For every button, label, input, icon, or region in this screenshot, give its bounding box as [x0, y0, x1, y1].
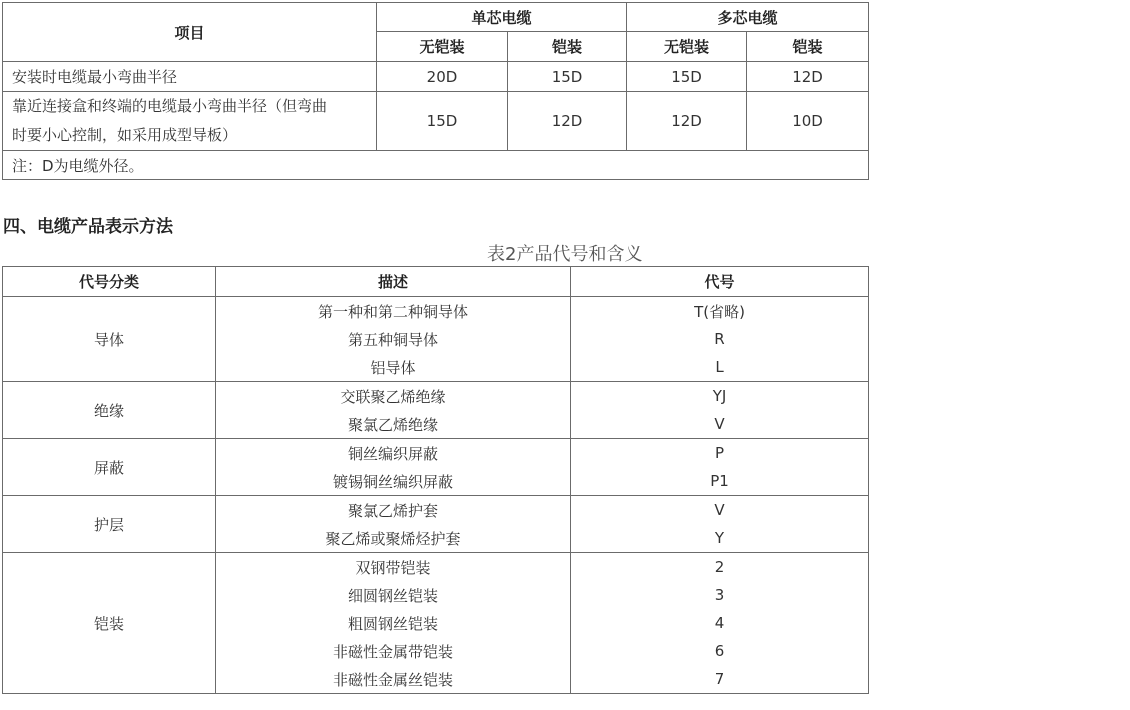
cell-value: 10D	[747, 92, 869, 151]
cell-value: 12D	[627, 92, 747, 151]
category-cell: 屏蔽	[3, 439, 216, 496]
description-cell: 铝导体	[216, 353, 571, 382]
header-multi-core: 多芯电缆	[627, 3, 869, 32]
category-cell: 绝缘	[3, 382, 216, 439]
description-cell: 粗圆钢丝铠装	[216, 609, 571, 637]
description-cell: 聚乙烯或聚烯烃护套	[216, 524, 571, 553]
cell-value: 12D	[508, 92, 627, 151]
bend-radius-table	[2, 2, 869, 180]
code-cell: V	[571, 410, 869, 439]
table-caption: 表2产品代号和含义	[487, 244, 643, 265]
description-cell: 聚氯乙烯护套	[216, 496, 571, 525]
cell-value: 12D	[747, 62, 869, 92]
description-cell: 镀锡铜丝编织屏蔽	[216, 467, 571, 496]
cell-value: 15D	[627, 62, 747, 92]
code-cell: L	[571, 353, 869, 382]
row-label: 靠近连接盒和终端的电缆最小弯曲半径（但弯曲 时要小心控制，如采用成型导板）	[3, 92, 377, 151]
description-cell: 第五种铜导体	[216, 325, 571, 353]
section-heading: 四、电缆产品表示方法	[3, 217, 173, 237]
code-cell: 7	[571, 665, 869, 694]
header-armored: 铠装	[508, 32, 627, 62]
category-cell: 护层	[3, 496, 216, 553]
table-note: 注：D为电缆外径。	[3, 151, 869, 180]
header-item: 项目	[3, 3, 377, 62]
description-cell: 聚氯乙烯绝缘	[216, 410, 571, 439]
product-code-table	[2, 266, 869, 694]
description-cell: 非磁性金属丝铠装	[216, 665, 571, 694]
code-cell: R	[571, 325, 869, 353]
table-row	[3, 439, 869, 468]
header-unarmored: 无铠装	[377, 32, 508, 62]
cell-value: 15D	[377, 92, 508, 151]
category-cell: 铠装	[3, 553, 216, 694]
code-cell: 2	[571, 553, 869, 582]
row-label: 安装时电缆最小弯曲半径	[3, 62, 377, 92]
code-cell: 4	[571, 609, 869, 637]
description-cell: 铜丝编织屏蔽	[216, 439, 571, 468]
cell-value: 20D	[377, 62, 508, 92]
code-cell: 3	[571, 581, 869, 609]
header-description: 描述	[216, 267, 571, 297]
code-cell: V	[571, 496, 869, 525]
table-row	[3, 382, 869, 411]
table-row	[3, 92, 869, 151]
cell-value: 15D	[508, 62, 627, 92]
header-armored: 铠装	[747, 32, 869, 62]
code-cell: T(省略)	[571, 297, 869, 326]
header-code: 代号	[571, 267, 869, 297]
table-row	[3, 496, 869, 525]
code-cell: YJ	[571, 382, 869, 411]
description-cell: 细圆钢丝铠装	[216, 581, 571, 609]
table-row	[3, 62, 869, 92]
category-cell: 导体	[3, 297, 216, 382]
code-cell: Y	[571, 524, 869, 553]
code-cell: P1	[571, 467, 869, 496]
table-row	[3, 553, 869, 582]
description-cell: 双钢带铠装	[216, 553, 571, 582]
code-cell: 6	[571, 637, 869, 665]
header-unarmored: 无铠装	[627, 32, 747, 62]
description-cell: 非磁性金属带铠装	[216, 637, 571, 665]
code-cell: P	[571, 439, 869, 468]
description-cell: 第一种和第二种铜导体	[216, 297, 571, 326]
description-cell: 交联聚乙烯绝缘	[216, 382, 571, 411]
header-single-core: 单芯电缆	[377, 3, 627, 32]
table-row	[3, 297, 869, 326]
header-category: 代号分类	[3, 267, 216, 297]
